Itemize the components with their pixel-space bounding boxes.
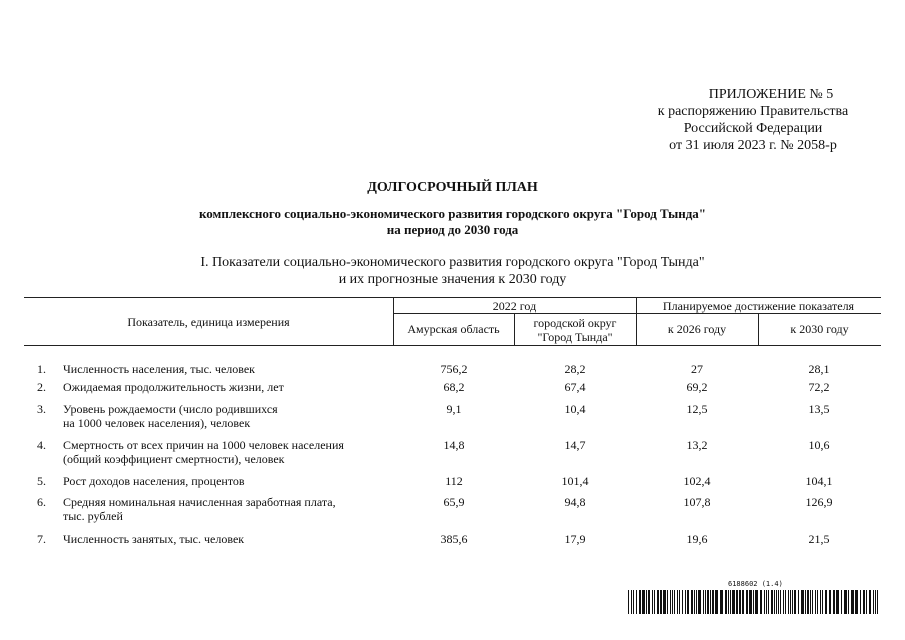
barcode-graphic	[628, 590, 878, 614]
barcode-bar	[817, 590, 818, 614]
barcode-bar	[798, 590, 799, 614]
barcode-bar	[710, 590, 711, 614]
barcode-bar	[739, 590, 741, 614]
appendix-block	[633, 86, 873, 154]
barcode-bar	[742, 590, 744, 614]
barcode-bar	[705, 590, 706, 614]
cell-amur: 112	[445, 474, 463, 488]
barcode-label: 6188602 (1.4)	[728, 580, 783, 588]
document-subtitle	[0, 206, 905, 238]
document-title: ДОЛГОСРОЧНЫЙ ПЛАН	[367, 180, 538, 195]
barcode-bar	[807, 590, 809, 614]
cell-2026: 19,6	[686, 532, 708, 546]
row-indicator-line: Смертность от всех причин на 1000 человек населения	[63, 438, 344, 452]
header-plan: Планируемое достижение показателя	[662, 299, 855, 313]
cell-2030: 21,5	[808, 532, 830, 546]
row-indicator	[63, 380, 383, 394]
cell-tynda: 10,4	[564, 402, 586, 416]
cell-2026: 107,8	[683, 495, 711, 509]
barcode-bar	[672, 590, 673, 614]
barcode-bar	[755, 590, 758, 614]
cell-amur: 9,1	[446, 402, 462, 416]
cell-2030: 10,6	[808, 438, 830, 452]
barcode-bar	[730, 590, 731, 614]
row-indicator-line: Уровень рождаемости (число родившихся	[63, 402, 278, 416]
barcode-bar	[774, 590, 775, 614]
subtitle-line-1: комплексного социально-экономического развития городского округа "Город Тында"	[198, 206, 707, 221]
barcode-bar	[687, 590, 689, 614]
cell-tynda: 17,9	[564, 532, 586, 546]
barcode-bar	[877, 590, 878, 614]
table-group-rule	[393, 313, 881, 314]
row-indicator-line: на 1000 человек населения), человек	[63, 416, 251, 430]
row-number: 7.	[37, 532, 46, 546]
section-title	[0, 254, 905, 288]
barcode-bar	[663, 590, 666, 614]
barcode-bar	[776, 590, 777, 614]
table-header-bottom-rule	[24, 345, 881, 346]
cell-amur: 14,8	[443, 438, 465, 452]
row-indicator	[63, 362, 383, 376]
barcode-bar	[696, 590, 697, 614]
appendix-date: от 31 июля 2023 г. № 2058-р	[669, 138, 837, 153]
row-indicator	[63, 532, 383, 546]
barcode-bar	[820, 590, 821, 614]
row-indicator-line: Средняя номинальная начисленная заработная плата,	[63, 495, 336, 509]
row-indicator	[63, 474, 383, 488]
barcode-bar	[646, 590, 647, 614]
row-number: 1.	[37, 362, 46, 376]
barcode-bar	[875, 590, 876, 614]
barcode-bar	[679, 590, 680, 614]
row-indicator	[63, 495, 383, 523]
row-number: 2.	[37, 380, 46, 394]
barcode-bar	[732, 590, 735, 614]
barcode-bar	[822, 590, 823, 614]
barcode-bar	[691, 590, 693, 614]
header-2022: 2022 год	[492, 299, 537, 313]
subtitle-line-2: на период до 2030 года	[386, 222, 519, 237]
barcode-bar	[778, 590, 779, 614]
barcode-bar	[766, 590, 767, 614]
row-indicator-line: Численность занятых, тыс. человек	[63, 532, 245, 546]
row-number: 5.	[37, 474, 46, 488]
barcode-bar	[788, 590, 789, 614]
barcode-bar	[749, 590, 752, 614]
row-indicator-line: Численность населения, тыс. человек	[63, 362, 256, 376]
appendix-line-3: Российской Федерации	[683, 121, 823, 136]
barcode-bar	[801, 590, 804, 614]
row-indicator-line: (общий коэффициент смертности), человек	[63, 452, 285, 466]
barcode-bar	[792, 590, 793, 614]
row-indicator-line: Ожидаемая продолжительность жизни, лет	[63, 380, 284, 394]
cell-2026: 102,4	[683, 474, 711, 488]
header-2026: к 2026 году	[667, 322, 727, 336]
barcode-bar	[851, 590, 854, 614]
barcode-bar	[860, 590, 861, 614]
cell-tynda: 94,8	[564, 495, 586, 509]
barcode-bar	[866, 590, 867, 614]
barcode-bar	[636, 590, 637, 614]
cell-tynda: 101,4	[561, 474, 589, 488]
cell-amur: 385,6	[440, 532, 468, 546]
barcode-bar	[771, 590, 773, 614]
barcode-bar	[720, 590, 723, 614]
barcode-bar	[712, 590, 714, 614]
cell-2030: 72,2	[808, 380, 830, 394]
barcode-bar	[790, 590, 791, 614]
barcode-bar	[753, 590, 754, 614]
barcode-bar	[631, 590, 632, 614]
row-number: 4.	[37, 438, 46, 452]
row-indicator	[63, 438, 383, 466]
barcode-bar	[829, 590, 831, 614]
row-number: 3.	[37, 402, 46, 416]
barcode-bar	[780, 590, 781, 614]
appendix-line-2: к распоряжению Правительства	[657, 104, 849, 119]
barcode-bar	[848, 590, 849, 614]
barcode-bar	[760, 590, 762, 614]
cell-tynda: 67,4	[564, 380, 586, 394]
barcode-bar	[648, 590, 650, 614]
barcode-bar	[764, 590, 765, 614]
barcode-bar	[794, 590, 796, 614]
cell-amur: 68,2	[443, 380, 465, 394]
barcode-bar	[768, 590, 769, 614]
barcode-bar	[836, 590, 839, 614]
barcode-bar	[642, 590, 645, 614]
barcode-bar	[652, 590, 653, 614]
barcode-bar	[785, 590, 786, 614]
header-tynda	[514, 316, 636, 344]
barcode-bar	[633, 590, 634, 614]
barcode-bar	[682, 590, 683, 614]
barcode-bar	[707, 590, 709, 614]
barcode-bar	[725, 590, 727, 614]
section-title-line-2: и их прогнозные значения к 2030 году	[338, 272, 567, 287]
cell-2026: 69,2	[686, 380, 708, 394]
barcode-bar	[812, 590, 813, 614]
table-top-rule	[24, 297, 881, 298]
header-2030: к 2030 году	[790, 322, 849, 336]
barcode-bar	[728, 590, 729, 614]
barcode-bar	[825, 590, 827, 614]
barcode-bar	[667, 590, 668, 614]
cell-2026: 12,5	[686, 402, 708, 416]
barcode-bar	[863, 590, 865, 614]
barcode-bar	[703, 590, 704, 614]
cell-2026: 13,2	[686, 438, 708, 452]
barcode-bar	[746, 590, 748, 614]
barcode-bar	[628, 590, 629, 614]
cell-2030: 13,5	[808, 402, 830, 416]
barcode-bar	[869, 590, 871, 614]
row-number: 6.	[37, 495, 46, 509]
barcode-bar	[657, 590, 659, 614]
barcode-bar	[715, 590, 718, 614]
cell-2030: 126,9	[805, 495, 833, 509]
header-indicator: Показатель, единица измерения	[127, 315, 290, 329]
barcode-bar	[805, 590, 806, 614]
barcode-bar	[677, 590, 678, 614]
barcode-bar	[833, 590, 835, 614]
section-title-line-1: I. Показатели социально-экономического развития городского округа "Город Тында"	[200, 255, 705, 270]
row-indicator	[63, 402, 383, 430]
row-indicator-line: Рост доходов населения, процентов	[63, 474, 245, 488]
appendix-number: ПРИЛОЖЕНИЕ № 5	[708, 87, 834, 102]
cell-2030: 104,1	[805, 474, 833, 488]
barcode-bar	[815, 590, 816, 614]
barcode-bar	[844, 590, 847, 614]
header-amur: Амурская область	[407, 322, 500, 336]
barcode-bar	[736, 590, 738, 614]
barcode-bar	[660, 590, 662, 614]
header-tynda-line-1: городской округ	[533, 316, 617, 330]
cell-tynda: 28,2	[564, 362, 586, 376]
barcode-bar	[810, 590, 811, 614]
row-indicator-line: тыс. рублей	[63, 509, 123, 523]
cell-tynda: 14,7	[564, 438, 586, 452]
barcode-bar	[685, 590, 686, 614]
barcode-bar	[694, 590, 695, 614]
cell-amur: 756,2	[440, 362, 468, 376]
barcode-bar	[670, 590, 671, 614]
cell-amur: 65,9	[443, 495, 465, 509]
barcode-bar	[639, 590, 641, 614]
barcode-bar	[855, 590, 858, 614]
barcode-bar	[873, 590, 874, 614]
barcode-bar	[841, 590, 842, 614]
barcode-bar	[674, 590, 675, 614]
header-tynda-line-2: "Город Тында"	[537, 330, 613, 344]
cell-2030: 28,1	[808, 362, 830, 376]
cell-2026: 27	[691, 362, 703, 376]
barcode-bar	[654, 590, 655, 614]
barcode-bar	[698, 590, 701, 614]
barcode-bar	[783, 590, 784, 614]
